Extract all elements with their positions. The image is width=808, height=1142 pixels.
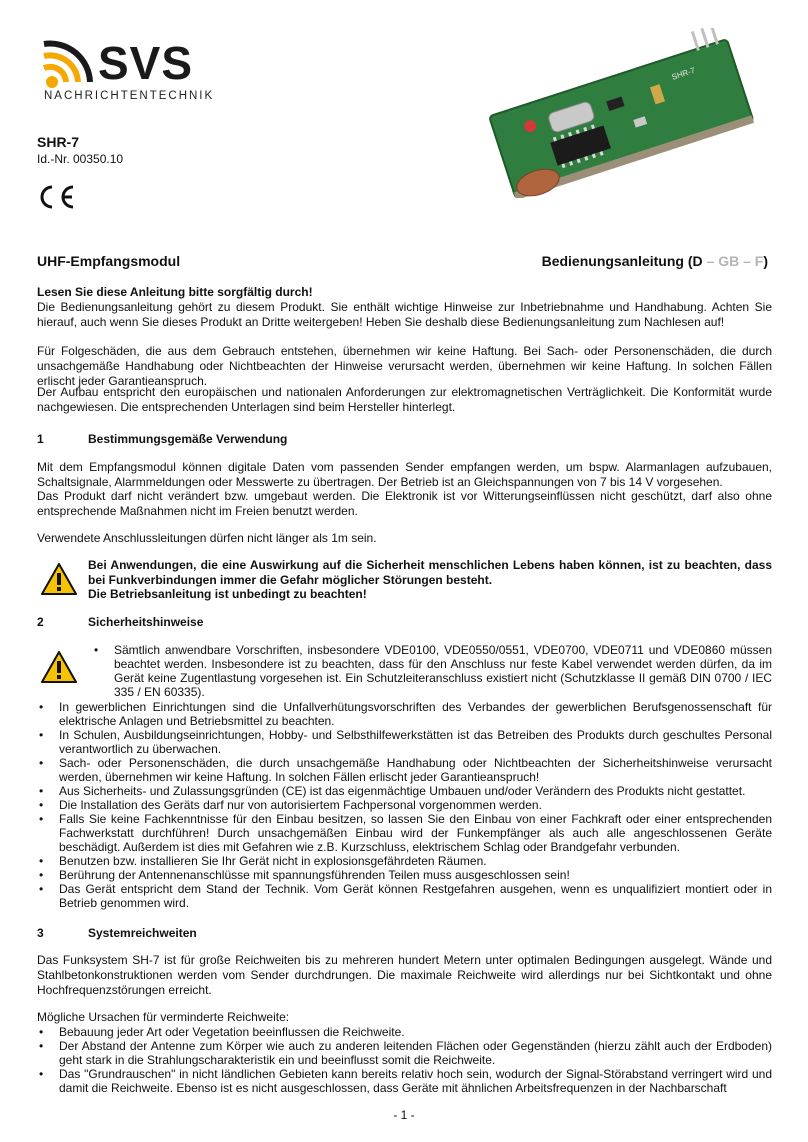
svs-logo xyxy=(42,38,222,108)
section-2-list xyxy=(37,700,772,910)
list-item: • In gewerblichen Einrichtungen sind die Unfallverhütungsvorschriften des Verbandes der gewerblichen Berufsgenossenschaft für elektrische Anlagen und Betriebsmittel zu beachten. xyxy=(37,700,772,728)
intro-p1: Die Bedienungsanleitung gehört zu diesem Produkt. Sie enthält wichtige Hinweise zur Inbetriebnahme und Handhabung. Achten Sie hierauf, auch wenn Sie dieses Produkt an Dritte weitergeben! Heben Sie deshalb diese Bedienungsanleitung zum Nachlesen auf! xyxy=(37,300,772,329)
product-name: SHR-7 xyxy=(37,134,80,150)
list-item: • Die Installation des Geräts darf nur von autorisiertem Fachpersonal vorgenommen werden. xyxy=(37,798,772,812)
logo-subtitle: NACHRICHTENTECHNIK xyxy=(44,90,215,102)
page-number: - 1 - xyxy=(393,1108,415,1122)
section-1-warning: Bei Anwendungen, die eine Auswirkung auf die Sicherheit menschlichen Lebens haben können, ist zu beachten, dass bei Funkverbindungen immer die Gefahr möglicher Störungen besteht. xyxy=(88,558,772,587)
receiver-module-image xyxy=(482,28,758,198)
section-1-title: Bestimmungsgemäße Verwendung xyxy=(88,432,288,446)
list-item: • In Schulen, Ausbildungseinrichtungen, Hobby- und Selbsthilfewerkstätten ist das Betreiben des Produkts durch geschultes Personal verantwortlich zu überwachen. xyxy=(37,728,772,756)
lang-sep-1: – xyxy=(702,253,719,269)
list-item: • Sämtlich anwendbare Vorschriften, insbesondere VDE0100, VDE0550/0551, VDE0700, VDE0711 und VDE0860 müssen beachtet werden. Insbesondere ist zu beachten, dass für den Anschluss nur feste Kabel verwendet werden dürfen, da im Gerät keine Zugentlastung vorgesehen ist. Ein Schutzleiteranschluss existiert nicht (Schutzklasse II gemäß DIN 0700 / IEC 335 / EN 60335). xyxy=(92,643,772,699)
section-2-number: 2 xyxy=(37,615,44,629)
list-item: • Berührung der Antennenanschlüsse mit spannungsführenden Teilen muss ausgeschlossen sein! xyxy=(37,868,772,882)
section-1-number: 1 xyxy=(37,432,44,446)
lang-sep-2: – xyxy=(739,253,755,269)
lang-d: D xyxy=(692,253,703,269)
section-2-title: Sicherheitshinweise xyxy=(88,615,204,629)
ce-mark-icon xyxy=(38,184,78,210)
section-3-number: 3 xyxy=(37,926,44,940)
list-item: • Der Abstand der Antenne zum Körper wie auch zu anderen leitenden Flächen oder Gegenständen (hierzu zählt auch der Erdboden) geht stark in die Strahlungscharakteristik ein und beeinflusst somit die Reichweite. xyxy=(37,1039,772,1067)
heading-prefix: Bedienungsanleitung ( xyxy=(541,253,693,269)
logo-brand: SVS xyxy=(98,37,194,89)
list-item: • Bebauung jeder Art oder Vegetation beeinflussen die Reichweite. xyxy=(37,1025,772,1039)
product-id: Id.-Nr. 00350.10 xyxy=(37,152,124,166)
list-item: • Das "Grundrauschen" in nicht ländlichen Gebieten kann bereits relativ hoch sein, wodurch der Signal-Störabstand verringert wird und damit die Reichweite. Ebenso ist es nicht ausgeschlossen, dass Geräte mit ähnlichen Arbeitsfrequenzen in der Nachbarschaft xyxy=(37,1067,772,1095)
section-3-p1: Das Funksystem SH-7 ist für große Reichweiten bis zu mehreren hundert Metern unter optimalen Bedingungen ausgelegt. Wände und Stahlbetonkonstruktionen werden vom Sender durchdrungen. Die maximale Reichweite wird allerdings nur bei Sichtkontakt und ohne Hochfrequenzstörungen erreicht. xyxy=(37,953,772,997)
intro-p3: Der Aufbau entspricht den europäischen und nationalen Anforderungen zur elektromagnetischen Verträglichkeit. Die Konformität wurde nachgewiesen. Die entsprechenden Unterlagen sind beim Hersteller hinterlegt. xyxy=(37,385,772,414)
ce-mark-text: CE xyxy=(38,184,40,185)
section-2-first-list xyxy=(92,643,772,699)
wifi-arcs-icon xyxy=(42,38,102,90)
section-3-p2: Mögliche Ursachen für verminderte Reichweite: xyxy=(37,1010,290,1024)
lang-gb: GB xyxy=(718,253,740,269)
board-label: SHR-7 xyxy=(670,65,697,82)
doc-heading-right xyxy=(542,253,768,269)
list-item: • Sach- oder Personenschäden, die durch unsachgemäße Handhabung oder Nichtbeachten der Sicherheitshinweise verursacht werden, übernehmen wir keine Haftung. In solchen Fällen erlischt jeder Garantieanspruch! xyxy=(37,756,772,784)
doc-heading-left: UHF-Empfangsmodul xyxy=(37,253,181,269)
heading-suffix: ) xyxy=(763,253,768,269)
intro-lead: Lesen Sie diese Anleitung bitte sorgfältig durch! xyxy=(37,285,313,299)
section-1-warning-2: Die Betriebsanleitung ist unbedingt zu beachten! xyxy=(88,587,367,601)
section-1-p3: Verwendete Anschlussleitungen dürfen nicht länger als 1m sein. xyxy=(37,531,377,545)
list-item: • Das Gerät entspricht dem Stand der Technik. Vom Gerät können Restgefahren ausgehen, wenn es unqualifiziert montiert oder in Betrieb genommen wird. xyxy=(37,882,772,910)
intro-p2: Für Folgeschäden, die aus dem Gebrauch entstehen, übernehmen wir keine Haftung. Bei Sach- oder Personenschäden, die durch unsachgemäße Handhabung oder Nichtbeachten der Hinweise verursacht werden, übernehmen wir keine Haftung. In solchen Fällen erlischt jeder Garantieanspruch. xyxy=(37,344,772,388)
section-3-list xyxy=(37,1025,772,1095)
list-item: • Benutzen bzw. installieren Sie Ihr Gerät nicht in explosionsgefährdeten Räumen. xyxy=(37,854,772,868)
warning-icon-2 xyxy=(40,650,78,684)
section-1-p2: Das Produkt darf nicht verändert bzw. umgebaut werden. Die Elektronik ist vor Witterungseinflüssen nicht geschützt, darf also ohne entsprechende Maßnahmen nicht im Freien benutzt werden. xyxy=(37,489,772,518)
section-1-p1: Mit dem Empfangsmodul können digitale Daten vom passenden Sender empfangen werden, um bspw. Alarmanlagen aufzubauen, Schaltsignale, Alarmmeldungen oder Messwerte zu übertragen. Der Betrieb ist an Gleichspannungen von 7 bis 14 V vorgesehen. xyxy=(37,460,772,489)
list-item: • Falls Sie keine Fachkenntnisse für den Einbau besitzen, so lassen Sie den Einbau von einer Fachkraft oder einer entsprechenden Fachwerkstatt durchführen! Durch unsachgemäßen Einbau wird der Funkempfänger als auch alle angeschlossenen Geräte beschädigt. Außerdem ist dies mit Gefahren wie z.B. Kurzschluss, elektrischem Schlag oder Brandgefahr verbunden. xyxy=(37,812,772,854)
lang-f: F xyxy=(754,253,764,269)
warning-icon xyxy=(40,562,78,596)
list-item: • Aus Sicherheits- und Zulassungsgründen (CE) ist das eigenmächtige Umbauen und/oder Verändern des Produkts nicht gestattet. xyxy=(37,784,772,798)
section-3-title: Systemreichweiten xyxy=(88,926,197,940)
